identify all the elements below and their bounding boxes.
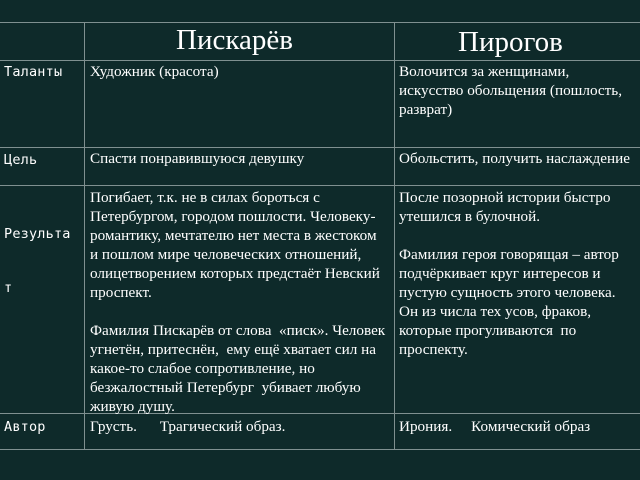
cell-goal-pirogov: Обольстить, получить наслаждение — [399, 150, 630, 167]
cell-talents-piskarev: Художник (красота) — [90, 63, 219, 80]
row-label-result-line-2: т — [4, 280, 13, 296]
row-divider-goal — [0, 185, 640, 186]
row-label-goal: Цель — [4, 152, 38, 168]
row-label-talents: Таланты — [4, 64, 63, 80]
table-top-border — [0, 22, 640, 23]
row-label-author: Автор — [4, 419, 46, 435]
cell-goal-piskarev: Спасти понравившуюся девушку — [90, 150, 305, 167]
row-label-result-line-1: Результа — [4, 226, 71, 242]
cell-result-pirogov: После позорной истории быстро утешился в булочной. Фамилия героя говорящая – автор подчёркивает круг интересов и пустую сущность этого человека. Он из числа тех усов, фраков, которые прогуливаются по проспекту. — [399, 189, 619, 358]
column-divider-1 — [84, 22, 85, 450]
column-header-piskarev: Пискарёв — [176, 24, 293, 56]
cell-talents-pirogov: Волочится за женщинами, искусство обольщения (пошлость, разврат) — [399, 63, 626, 118]
column-header-pirogov: Пирогов — [458, 26, 563, 58]
table-bottom-border — [0, 449, 640, 450]
row-divider-talents — [0, 147, 640, 148]
cell-author-piskarev: Грусть. Трагический образ. — [90, 418, 286, 435]
row-label-result — [4, 189, 71, 333]
column-divider-2 — [394, 22, 395, 450]
row-divider-header — [0, 60, 640, 61]
cell-result-piskarev: Погибает, т.к. не в силах бороться с Петербургом, городом пошлости. Человеку-романтику, мечтателю нет места в жестоком и пошлом мире человеческих отношений, олицетворением которых предстаёт Невский проспект. Фамилия Пискарёв от слова «писк». Человек угнетён, притеснён, ему ещё хватает сил на какое-то слабое сопротивление, но безжалостный Петербург убивает любую живую душу. — [90, 189, 386, 415]
cell-author-pirogov: Ирония. Комический образ — [399, 418, 591, 435]
